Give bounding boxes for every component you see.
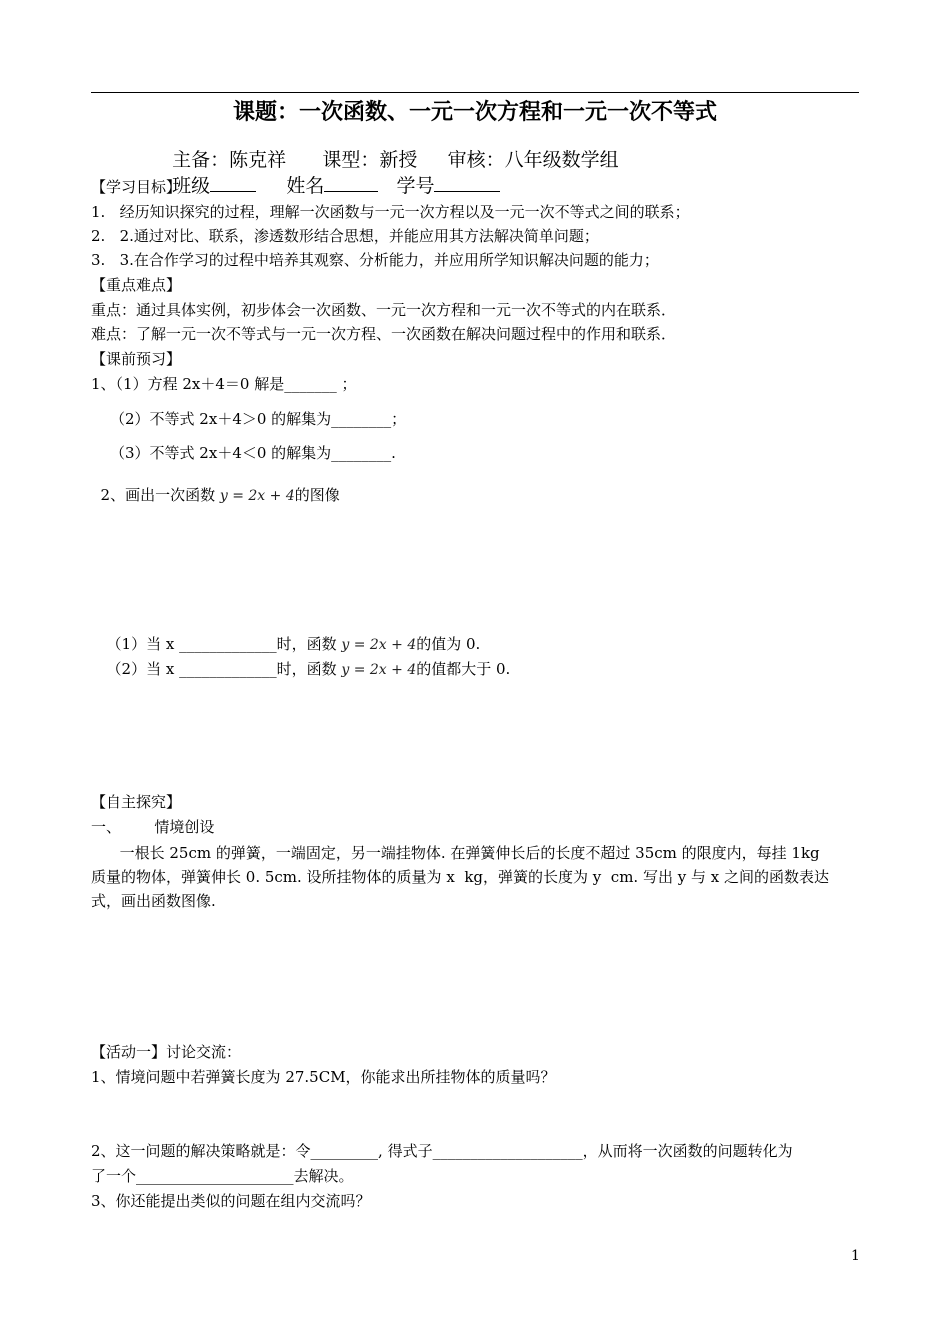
function-equation: y = 2x + 4 bbox=[219, 488, 295, 504]
s2-suffix: 的值都大于 0. bbox=[416, 660, 511, 678]
page-number: 1 bbox=[851, 1248, 860, 1264]
preview-subquestion-2 bbox=[97, 639, 510, 680]
number-label: 学号 bbox=[396, 175, 435, 197]
s2-prefix: （2）当 x _____________时，函数 bbox=[106, 660, 342, 678]
function-equation: y = 2x + 4 bbox=[341, 662, 417, 678]
class-blank[interactable] bbox=[210, 173, 256, 192]
goals-heading: 【学习目标】 bbox=[91, 178, 182, 196]
explore-paragraph-line: 质量的物体，弹簧伸长 0. 5cm. 设所挂物体的质量为 x kg，弹簧的长度为 y cm. 写出 y 与 x 之间的函数表达 bbox=[91, 868, 829, 886]
author-label: 主备：陈克祥 bbox=[172, 149, 287, 171]
preview-question-1b: （2）不等式 2x＋4＞0 的解集为________； bbox=[110, 410, 407, 428]
explore-paragraph-line: 式，画出函数图像. bbox=[91, 892, 216, 910]
q2-suffix: 的图像 bbox=[294, 486, 340, 504]
goal-item: 3. 3.在合作学习的过程中培养其观察、分析能力，并应用所学知识解决问题的能力； bbox=[91, 251, 659, 269]
page-title: 课题：一次函数、一元一次方程和一元一次不等式 bbox=[232, 99, 717, 125]
preview-heading: 【课前预习】 bbox=[91, 350, 182, 368]
s1-suffix: 的值为 0. bbox=[416, 635, 481, 653]
explore-paragraph-line: 一根长 25cm 的弹簧，一端固定，另一端挂物体. 在弹簧伸长后的长度不超过 35cm 的限度内，每挂 1kg bbox=[91, 844, 820, 862]
focus-text: 重点：通过具体实例，初步体会一次函数、一元一次方程和一元一次不等式的内在联系． bbox=[91, 301, 677, 319]
preview-question-1a: 1、（1）方程 2x＋4＝0 解是_______ ； bbox=[91, 375, 357, 393]
goal-item: 2. 2.通过对比、联系，渗透数形结合思想，并能应用其方法解决简单问题； bbox=[91, 227, 599, 245]
difficulty-text: 难点：了解一元一次不等式与一元一次方程、一次函数在解决问题过程中的作用和联系． bbox=[91, 325, 677, 343]
activity-heading: 【活动一】讨论交流： bbox=[91, 1043, 242, 1061]
type-label: 课型：新授 bbox=[322, 149, 418, 171]
activity-question-3: 3、你还能提出类似的问题在组内交流吗？ bbox=[91, 1192, 371, 1210]
name-blank[interactable] bbox=[324, 173, 378, 192]
explore-subheading: 一、 情境创设 bbox=[91, 818, 215, 836]
keypoints-heading: 【重点难点】 bbox=[91, 276, 182, 294]
explore-heading: 【自主探究】 bbox=[91, 793, 182, 811]
activity-question-1: 1、情境问题中若弹簧长度为 27.5CM，你能求出所挂物体的质量吗？ bbox=[91, 1068, 556, 1086]
number-blank[interactable] bbox=[434, 173, 500, 192]
name-label: 姓名 bbox=[286, 175, 325, 197]
preview-question-1c: （3）不等式 2x＋4＜0 的解集为________. bbox=[110, 444, 396, 462]
meta-line-2 bbox=[160, 149, 500, 198]
preview-question-2 bbox=[91, 465, 340, 506]
goal-item: 1. 经历知识探究的过程，理解一次函数与一元一次方程以及一元一次不等式之间的联系； bbox=[91, 203, 690, 221]
activity-question-2a: 2、这一问题的解决策略就是：令_________, 得式子____________________，从而将一次函数的问题转化为 bbox=[91, 1142, 793, 1160]
review-label: 审核：八年级数学组 bbox=[447, 149, 619, 171]
s1-prefix: （1）当 x _____________时，函数 bbox=[106, 635, 342, 653]
function-equation: y = 2x + 4 bbox=[341, 637, 417, 653]
activity-question-2b: 了一个_____________________去解决。 bbox=[91, 1167, 354, 1185]
header-rule bbox=[91, 92, 859, 93]
class-label: 班级 bbox=[172, 175, 211, 197]
q2-prefix: 2、画出一次函数 bbox=[100, 486, 220, 504]
